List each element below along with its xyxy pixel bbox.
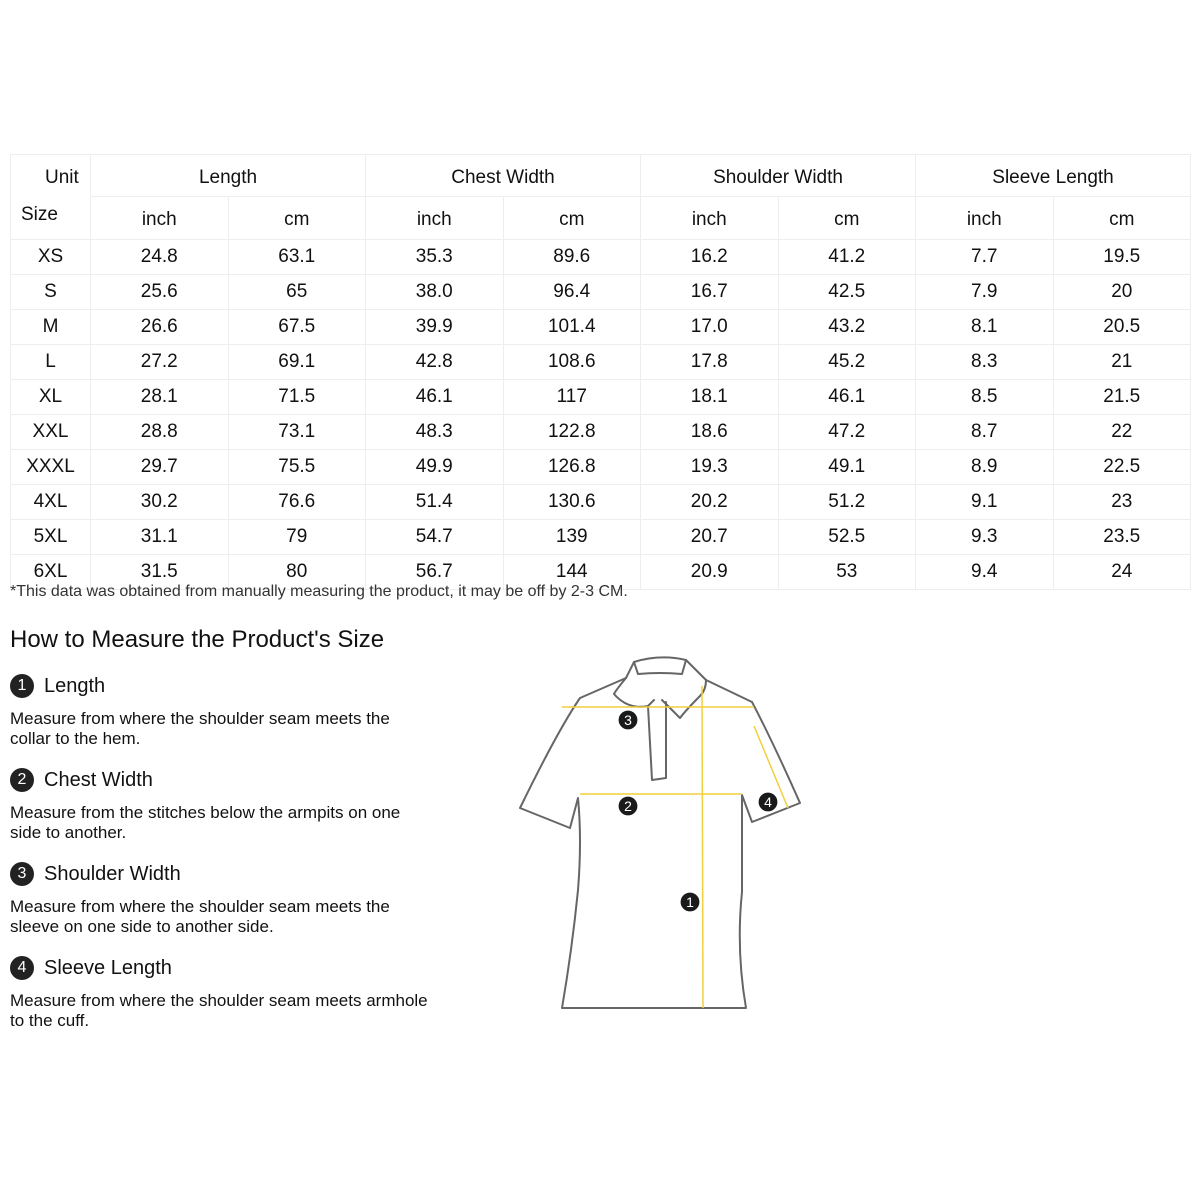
measurement-cell: 65 <box>228 275 366 310</box>
measurement-cell: 23 <box>1053 485 1191 520</box>
measurement-cell: 46.1 <box>778 380 916 415</box>
measurement-cell: 45.2 <box>778 345 916 380</box>
measurement-cell: 42.5 <box>778 275 916 310</box>
group-header-sleeve-length: Sleeve Length <box>916 155 1191 197</box>
measurement-cell: 54.7 <box>366 520 504 555</box>
polo-shirt-diagram <box>510 650 810 1020</box>
size-cell: S <box>11 275 91 310</box>
measurement-cell: 22 <box>1053 415 1191 450</box>
measurement-cell: 27.2 <box>91 345 229 380</box>
measurement-cell: 38.0 <box>366 275 504 310</box>
measurement-disclaimer: *This data was obtained from manually measuring the product, it may be off by 2-3 CM. <box>10 583 628 600</box>
howto-title: How to Measure the Product's Size <box>10 626 385 653</box>
size-chart-table <box>10 154 1191 590</box>
measurement-cell: 19.3 <box>641 450 779 485</box>
measurement-cell: 24 <box>1053 555 1191 590</box>
measurement-cell: 75.5 <box>228 450 366 485</box>
unit-header: cm <box>228 197 366 240</box>
measurement-cell: 43.2 <box>778 310 916 345</box>
measurement-cell: 49.9 <box>366 450 504 485</box>
unit-header: inch <box>91 197 229 240</box>
measurement-cell: 71.5 <box>228 380 366 415</box>
measurement-cell: 144 <box>503 555 641 590</box>
group-header-shoulder-width: Shoulder Width <box>641 155 916 197</box>
unit-header: inch <box>641 197 779 240</box>
size-cell: XL <box>11 380 91 415</box>
measurement-cell: 52.5 <box>778 520 916 555</box>
table-row <box>11 240 1191 275</box>
measurement-cell: 47.2 <box>778 415 916 450</box>
measurement-cell: 16.2 <box>641 240 779 275</box>
marker-number: 4 <box>764 794 772 810</box>
length-line <box>702 686 703 1008</box>
unit-header: cm <box>503 197 641 240</box>
measurement-cell: 8.9 <box>916 450 1054 485</box>
measurement-cell: 39.9 <box>366 310 504 345</box>
measurement-cell: 101.4 <box>503 310 641 345</box>
measurement-cell: 79 <box>228 520 366 555</box>
measurement-cell: 51.4 <box>366 485 504 520</box>
table-row <box>11 345 1191 380</box>
marker-3 <box>618 710 638 730</box>
measurement-cell: 20.5 <box>1053 310 1191 345</box>
step-sleeve-length <box>10 954 430 1031</box>
header-unit-row <box>11 197 1191 240</box>
size-cell: 5XL <box>11 520 91 555</box>
size-cell: L <box>11 345 91 380</box>
size-cell: XXL <box>11 415 91 450</box>
measurement-cell: 18.6 <box>641 415 779 450</box>
measurement-cell: 126.8 <box>503 450 641 485</box>
measurement-cell: 130.6 <box>503 485 641 520</box>
size-cell: XXXL <box>11 450 91 485</box>
measurement-cell: 8.1 <box>916 310 1054 345</box>
measurement-cell: 42.8 <box>366 345 504 380</box>
measurement-cell: 7.7 <box>916 240 1054 275</box>
measurement-cell: 139 <box>503 520 641 555</box>
marker-1 <box>680 892 700 912</box>
table-row <box>11 450 1191 485</box>
measurement-cell: 17.8 <box>641 345 779 380</box>
unit-header: inch <box>366 197 504 240</box>
table-row <box>11 275 1191 310</box>
step-description: Measure from the stitches below the armpits on one side to another. <box>10 803 401 842</box>
measurement-cell: 22.5 <box>1053 450 1191 485</box>
step-title: Length <box>44 674 106 697</box>
size-cell: XS <box>11 240 91 275</box>
unit-header: cm <box>1053 197 1191 240</box>
measurement-cell: 53 <box>778 555 916 590</box>
measurement-cell: 25.6 <box>91 275 229 310</box>
measurement-cell: 122.8 <box>503 415 641 450</box>
measurement-cell: 16.7 <box>641 275 779 310</box>
step-description: Measure from where the shoulder seam meets the sleeve on one side to another side. <box>10 897 390 936</box>
step-number-badge: 4 <box>10 956 34 980</box>
measurement-cell: 56.7 <box>366 555 504 590</box>
measurement-cell: 19.5 <box>1053 240 1191 275</box>
marker-number: 1 <box>686 894 694 910</box>
measurement-cell: 9.4 <box>916 555 1054 590</box>
measurement-cell: 8.3 <box>916 345 1054 380</box>
step-chest-width <box>10 766 430 843</box>
measurement-cell: 21 <box>1053 345 1191 380</box>
measurement-cell: 35.3 <box>366 240 504 275</box>
header-group-row <box>11 155 1191 197</box>
measurement-cell: 30.2 <box>91 485 229 520</box>
step-description: Measure from where the shoulder seam meets armhole to the cuff. <box>10 991 428 1030</box>
measurement-cell: 80 <box>228 555 366 590</box>
step-length <box>10 672 430 749</box>
measurement-lines <box>562 686 788 1008</box>
size-rows <box>11 240 1191 590</box>
polo-shirt-outline-icon <box>520 657 800 1008</box>
step-title: Chest Width <box>44 768 153 791</box>
measurement-cell: 48.3 <box>366 415 504 450</box>
measurement-cell: 67.5 <box>228 310 366 345</box>
measurement-cell: 20.7 <box>641 520 779 555</box>
measurement-cell: 9.3 <box>916 520 1054 555</box>
measurement-cell: 18.1 <box>641 380 779 415</box>
measurement-cell: 96.4 <box>503 275 641 310</box>
size-cell: 6XL <box>11 555 91 590</box>
size-cell: 4XL <box>11 485 91 520</box>
measurement-cell: 23.5 <box>1053 520 1191 555</box>
measurement-cell: 20.9 <box>641 555 779 590</box>
group-header-chest-width: Chest Width <box>366 155 641 197</box>
measurement-cell: 24.8 <box>91 240 229 275</box>
measurement-cell: 89.6 <box>503 240 641 275</box>
measurement-cell: 76.6 <box>228 485 366 520</box>
table-row <box>11 415 1191 450</box>
marker-4 <box>758 792 778 812</box>
measurement-cell: 31.5 <box>91 555 229 590</box>
measurement-cell: 51.2 <box>778 485 916 520</box>
measurement-cell: 31.1 <box>91 520 229 555</box>
measurement-cell: 20 <box>1053 275 1191 310</box>
size-cell: M <box>11 310 91 345</box>
measurement-cell: 8.7 <box>916 415 1054 450</box>
measurement-cell: 49.1 <box>778 450 916 485</box>
unit-label: Unit <box>45 167 79 188</box>
measurement-cell: 117 <box>503 380 641 415</box>
table-row <box>11 310 1191 345</box>
size-label: Size <box>21 204 58 225</box>
marker-2 <box>618 796 638 816</box>
measurement-cell: 26.6 <box>91 310 229 345</box>
measurement-cell: 46.1 <box>366 380 504 415</box>
measurement-cell: 17.0 <box>641 310 779 345</box>
table-row <box>11 380 1191 415</box>
measurement-cell: 29.7 <box>91 450 229 485</box>
measurement-cell: 21.5 <box>1053 380 1191 415</box>
unit-header: inch <box>916 197 1054 240</box>
unit-size-corner-cell <box>11 155 91 240</box>
step-number-badge: 3 <box>10 862 34 886</box>
step-title: Sleeve Length <box>44 956 172 979</box>
measurement-cell: 7.9 <box>916 275 1054 310</box>
table-row <box>11 520 1191 555</box>
measurement-cell: 41.2 <box>778 240 916 275</box>
marker-number: 3 <box>624 712 632 728</box>
step-description: Measure from where the shoulder seam meets the collar to the hem. <box>10 709 390 748</box>
step-shoulder-width <box>10 860 430 937</box>
unit-header: cm <box>778 197 916 240</box>
measurement-cell: 9.1 <box>916 485 1054 520</box>
measurement-cell: 8.5 <box>916 380 1054 415</box>
step-number-badge: 2 <box>10 768 34 792</box>
measurement-cell: 63.1 <box>228 240 366 275</box>
measurement-cell: 28.1 <box>91 380 229 415</box>
measurement-cell: 73.1 <box>228 415 366 450</box>
group-header-length: Length <box>91 155 366 197</box>
table-row <box>11 485 1191 520</box>
measurement-cell: 28.8 <box>91 415 229 450</box>
marker-number: 2 <box>624 798 632 814</box>
measurement-cell: 20.2 <box>641 485 779 520</box>
measurement-cell: 69.1 <box>228 345 366 380</box>
step-number-badge: 1 <box>10 674 34 698</box>
step-title: Shoulder Width <box>44 862 181 885</box>
measurement-cell: 108.6 <box>503 345 641 380</box>
